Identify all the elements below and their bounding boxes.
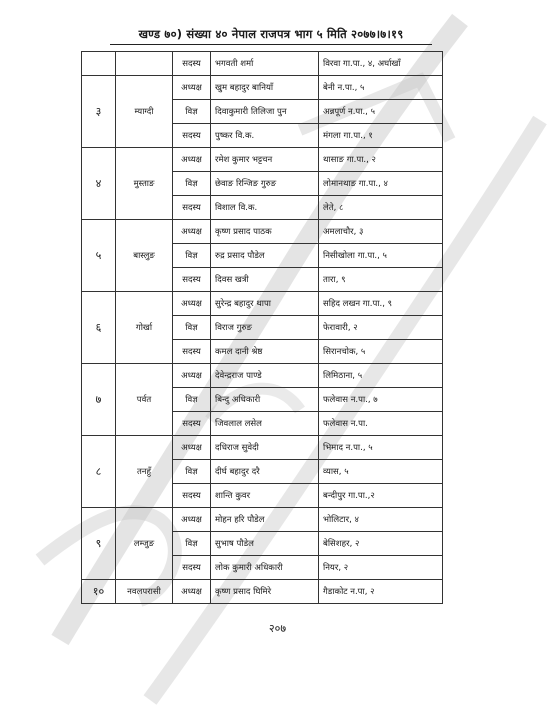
- address-cell: फेरावारी, २: [319, 316, 443, 340]
- district-cell: नवलपरासी: [116, 580, 173, 604]
- post-cell: सदस्य: [173, 124, 211, 148]
- page-number: २०७: [268, 622, 287, 635]
- post-cell: सदस्य: [173, 340, 211, 364]
- district-cell: बास्लुङ: [116, 220, 173, 292]
- post-cell: सदस्य: [173, 52, 211, 76]
- post-cell: अध्यक्ष: [173, 76, 211, 100]
- name-cell: देवेन्द्रराज पाण्डे: [211, 364, 319, 388]
- name-cell: पुष्कर वि.क.: [211, 124, 319, 148]
- table-row: [82, 292, 443, 316]
- address-cell: फलेवास न.पा.: [319, 412, 443, 436]
- name-cell: कृष्ण प्रसाद पाठक: [211, 220, 319, 244]
- name-cell: शान्ति कुवर: [211, 484, 319, 508]
- name-cell: विराज गुरुङ: [211, 316, 319, 340]
- table-row: [82, 580, 443, 604]
- post-cell: विज्ञ: [173, 244, 211, 268]
- serial-cell: ५: [82, 220, 116, 292]
- address-cell: मंगला गा.पा., १: [319, 124, 443, 148]
- name-cell: दिवाकुमारी तिलिजा पुन: [211, 100, 319, 124]
- district-cell: [116, 52, 173, 76]
- serial-cell: ९: [82, 508, 116, 580]
- address-cell: फलेवास न.पा., ७: [319, 388, 443, 412]
- address-cell: सिरानचोक, ५: [319, 340, 443, 364]
- serial-cell: १०: [82, 580, 116, 604]
- name-cell: छेवाङ रिन्जिङ गुरुङ: [211, 172, 319, 196]
- name-cell: कृष्ण प्रसाद घिमिरे: [211, 580, 319, 604]
- address-cell: थासाङ गा.पा., २: [319, 148, 443, 172]
- serial-cell: ७: [82, 364, 116, 436]
- name-cell: विशाल वि.क.: [211, 196, 319, 220]
- name-cell: भगवती शर्मा: [211, 52, 319, 76]
- post-cell: अध्यक्ष: [173, 436, 211, 460]
- district-cell: मुस्ताङ: [116, 148, 173, 220]
- name-cell: मोहन हरि पौडेल: [211, 508, 319, 532]
- address-cell: लेते, ८: [319, 196, 443, 220]
- name-cell: लोक कुमारी अधिकारी: [211, 556, 319, 580]
- address-cell: गैडाकोट न.पा, २: [319, 580, 443, 604]
- name-cell: सुभाष पौडेल: [211, 532, 319, 556]
- post-cell: विज्ञ: [173, 172, 211, 196]
- name-cell: रुद्र प्रसाद पौडेल: [211, 244, 319, 268]
- name-cell: जिवलाल लसेल: [211, 412, 319, 436]
- address-cell: भिमाद न.पा., ५: [319, 436, 443, 460]
- address-cell: बेनी न.पा., ५: [319, 76, 443, 100]
- address-cell: विरवा गा.पा., ४, अर्घाखाँ: [319, 52, 443, 76]
- post-cell: अध्यक्ष: [173, 508, 211, 532]
- district-cell: तनहुँ: [116, 436, 173, 508]
- header-rule: [110, 44, 432, 45]
- table-row: [82, 436, 443, 460]
- address-cell: सहिद लखन गा.पा., ९: [319, 292, 443, 316]
- table-row: [82, 76, 443, 100]
- address-cell: व्यास, ५: [319, 460, 443, 484]
- name-cell: सुरेन्द्र बहादुर थापा: [211, 292, 319, 316]
- post-cell: विज्ञ: [173, 460, 211, 484]
- address-cell: अन्नपूर्ण न.पा., ५: [319, 100, 443, 124]
- table-row: [82, 220, 443, 244]
- name-cell: दीर्घ बहादुर दरै: [211, 460, 319, 484]
- address-cell: लिमिठाना, ५: [319, 364, 443, 388]
- table-row: [82, 52, 443, 76]
- gazette-header: खण्ड ७०) संख्या ४० नेपाल राजपत्र भाग ५ मिति २०७७।७।१९: [138, 27, 404, 41]
- name-cell: दिवस खत्री: [211, 268, 319, 292]
- post-cell: अध्यक्ष: [173, 292, 211, 316]
- name-cell: खुम बहादुर बानियाँ: [211, 76, 319, 100]
- name-cell: दधिराज सुवेदी: [211, 436, 319, 460]
- name-cell: रमेश कुमार भट्टचन: [211, 148, 319, 172]
- post-cell: अध्यक्ष: [173, 580, 211, 604]
- serial-cell: ६: [82, 292, 116, 364]
- post-cell: सदस्य: [173, 268, 211, 292]
- address-cell: बन्दीपुर गा.पा.,२: [319, 484, 443, 508]
- name-cell: बिन्दु अधिकारी: [211, 388, 319, 412]
- serial-cell: [82, 52, 116, 76]
- district-cell: म्याग्दी: [116, 76, 173, 148]
- post-cell: अध्यक्ष: [173, 220, 211, 244]
- district-cell: पर्वत: [116, 364, 173, 436]
- address-cell: लोमानथाङ गा.पा., ४: [319, 172, 443, 196]
- address-cell: नियर, २: [319, 556, 443, 580]
- post-cell: विज्ञ: [173, 316, 211, 340]
- post-cell: विज्ञ: [173, 532, 211, 556]
- table-row: [82, 364, 443, 388]
- post-cell: अध्यक्ष: [173, 364, 211, 388]
- address-cell: बेसिशहर, २: [319, 532, 443, 556]
- address-cell: तारा, ९: [319, 268, 443, 292]
- post-cell: सदस्य: [173, 556, 211, 580]
- district-cell: लम्जुङ: [116, 508, 173, 580]
- post-cell: विज्ञ: [173, 388, 211, 412]
- committee-table: [81, 51, 443, 604]
- serial-cell: ३: [82, 76, 116, 148]
- serial-cell: ४: [82, 148, 116, 220]
- post-cell: सदस्य: [173, 196, 211, 220]
- address-cell: निसीखोला गा.पा., ५: [319, 244, 443, 268]
- post-cell: सदस्य: [173, 484, 211, 508]
- post-cell: विज्ञ: [173, 100, 211, 124]
- post-cell: अध्यक्ष: [173, 148, 211, 172]
- name-cell: कमल दानी श्रेष्ठ: [211, 340, 319, 364]
- post-cell: सदस्य: [173, 412, 211, 436]
- address-cell: अमलाचौर, ३: [319, 220, 443, 244]
- address-cell: भोलिटार, ४: [319, 508, 443, 532]
- table-row: [82, 508, 443, 532]
- table-row: [82, 148, 443, 172]
- district-cell: गोर्खा: [116, 292, 173, 364]
- serial-cell: ८: [82, 436, 116, 508]
